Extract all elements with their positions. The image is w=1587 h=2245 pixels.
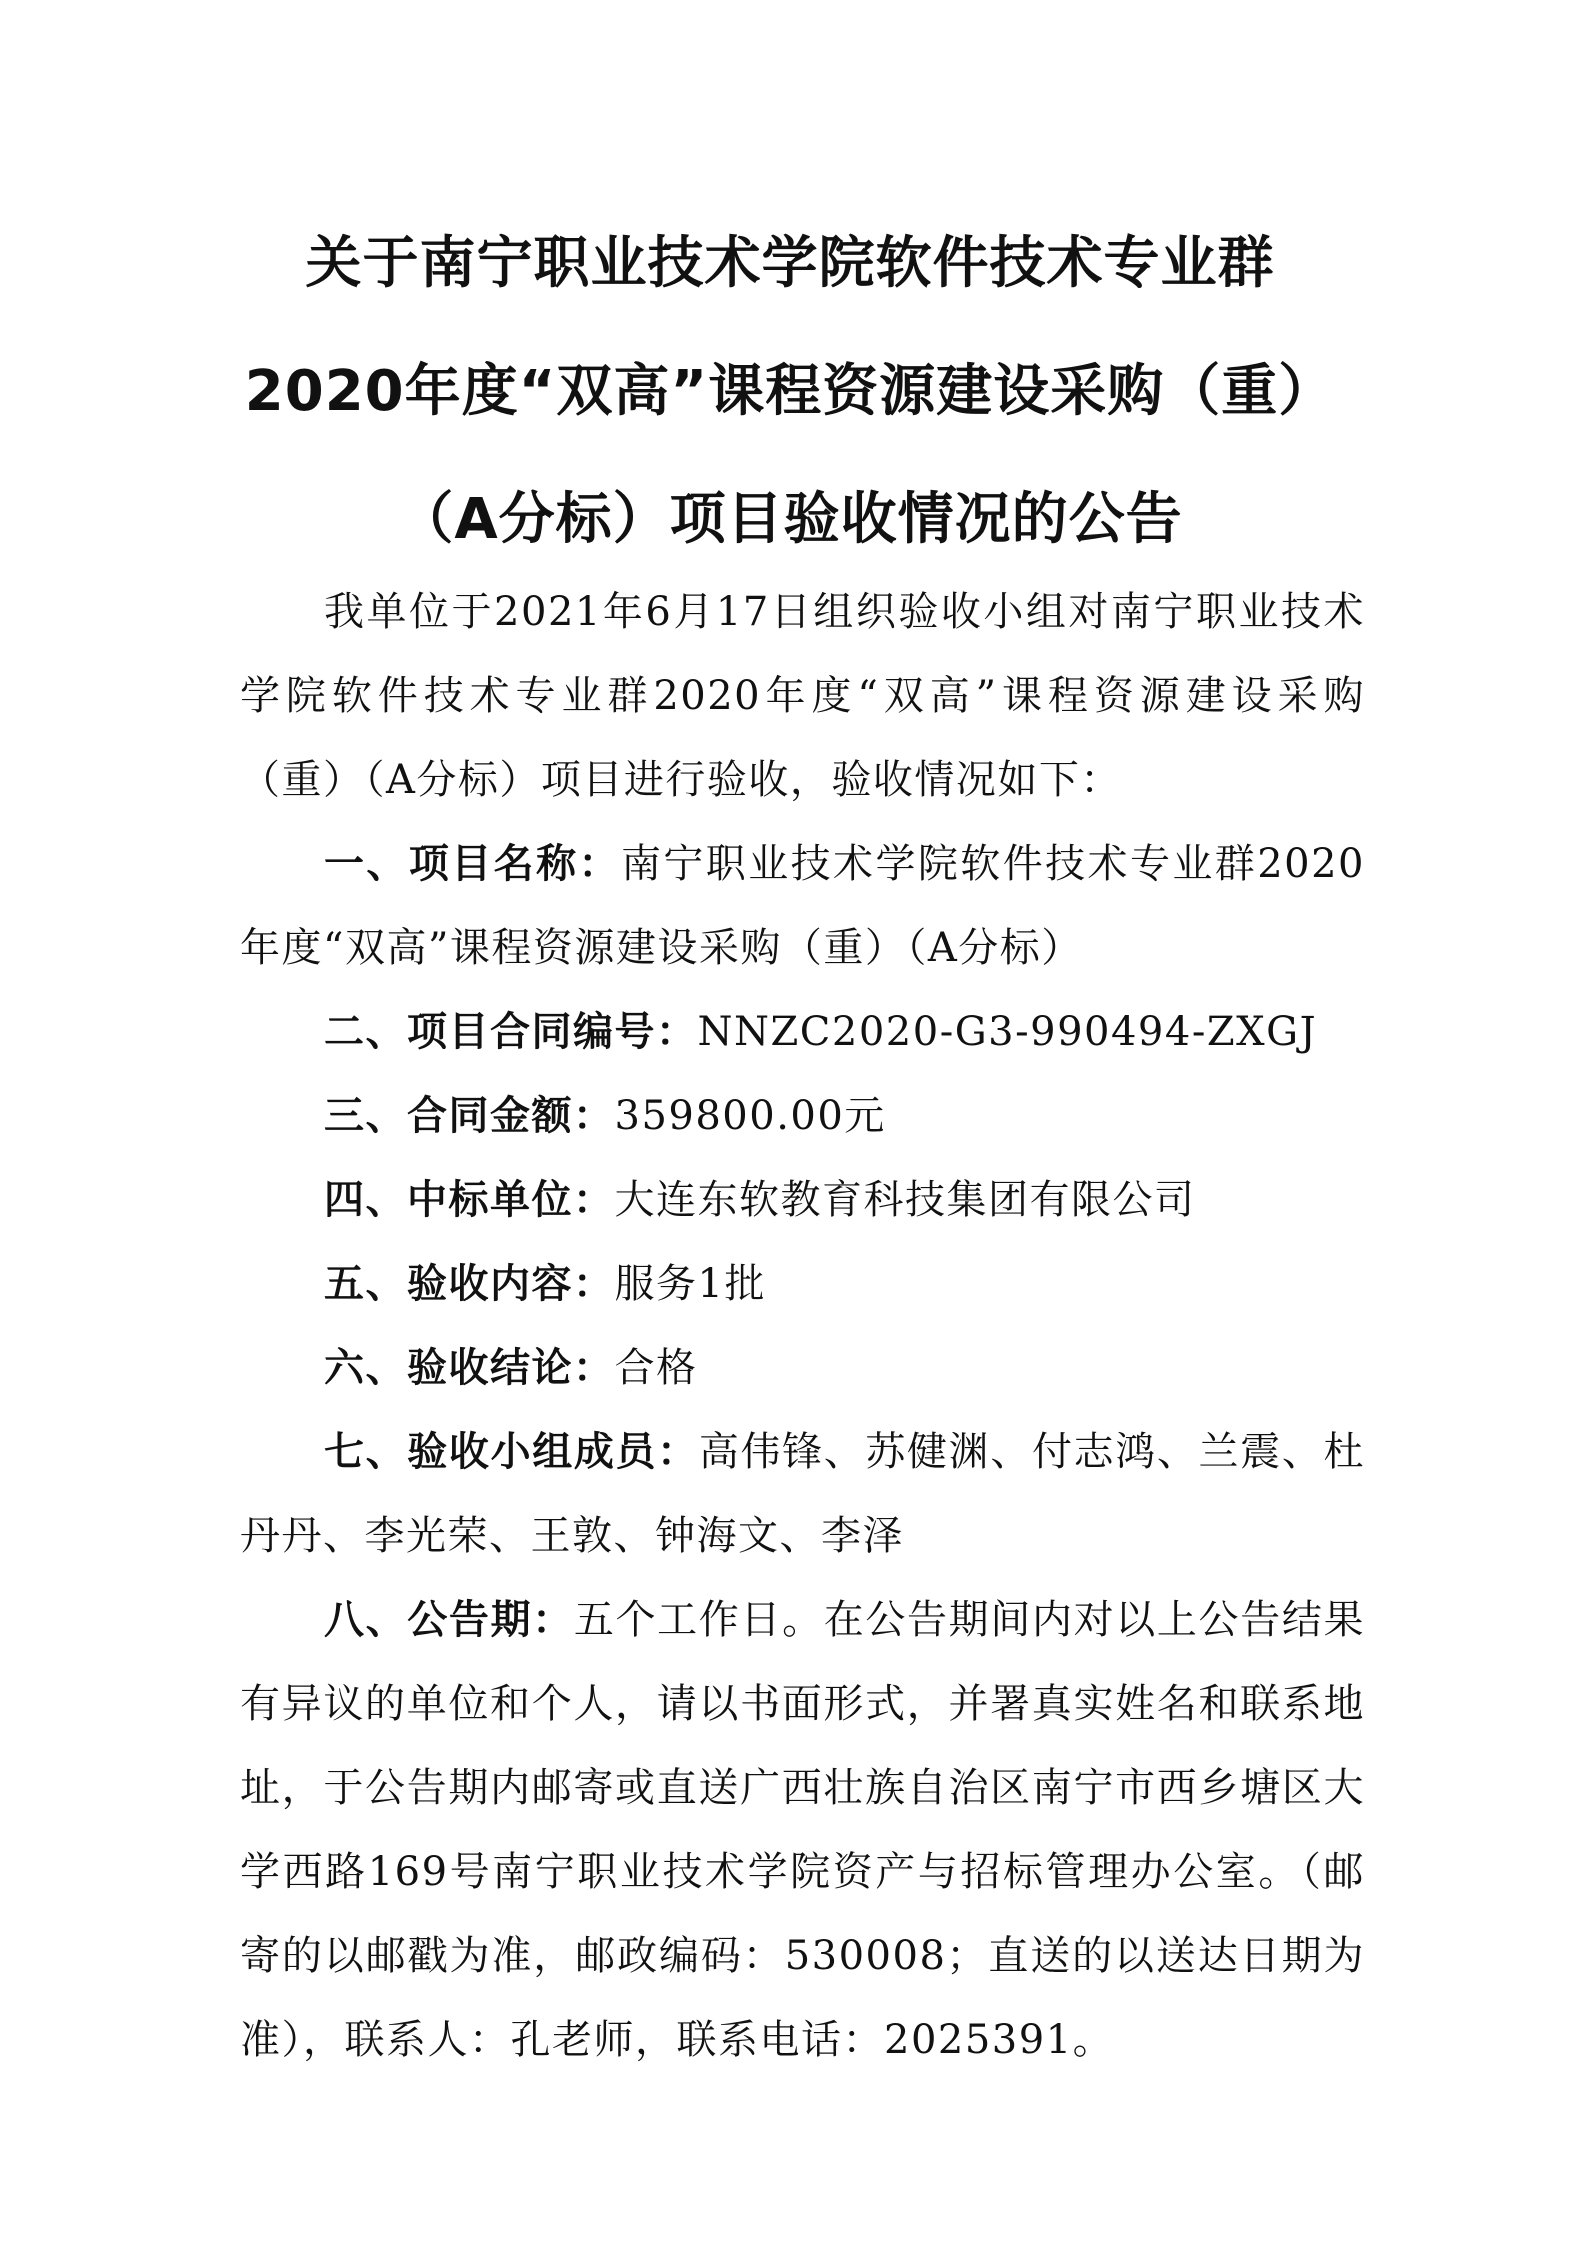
item-contract-amount	[240, 1074, 1365, 1158]
item-value: 合格	[614, 1345, 698, 1391]
title-line-2: 2020年度“双高”课程资源建设采购（重）	[244, 359, 1336, 424]
item-contract-number	[240, 990, 1365, 1074]
item-project-name	[240, 822, 1365, 990]
intro-paragraph: 我单位于2021年6月17日组织验收小组对南宁职业技术学院软件技术专业群2020年度“双高”课程资源建设采购（重）（A分标）项目进行验收，验收情况如下：	[240, 589, 1365, 803]
document-body	[240, 570, 1365, 2082]
item-label: 二、项目合同编号：	[324, 1009, 698, 1055]
title-line-3: （A分标）项目验收情况的公告	[397, 487, 1183, 552]
item-label: 一、项目名称：	[324, 841, 621, 887]
item-label: 五、验收内容：	[324, 1261, 615, 1307]
item-label: 七、验收小组成员：	[324, 1429, 699, 1475]
item-value: 高伟锋、苏健渊、付志鸿、兰震、杜丹丹、李光荣、王敦、钟海文、李泽	[240, 1429, 1365, 1559]
item-label: 六、验收结论：	[324, 1345, 615, 1391]
item-label: 四、中标单位：	[324, 1177, 615, 1223]
item-value: NNZC2020-G3-990494-ZXGJ	[697, 1009, 1318, 1055]
item-value: 大连东软教育科技集团有限公司	[614, 1177, 1196, 1223]
item-value: 五个工作日。在公告期间内对以上公告结果有异议的单位和个人，请以书面形式，并署真实姓名和联系地址，于公告期内邮寄或直送广西壮族自治区南宁市西乡塘区大学西路169号南宁职业技术学院资产与招标管理办公室。（邮寄的以邮戳为准，邮政编码：530008；直送的以送达日期为准），联系人：孔老师，联系电话：2025391。	[240, 1597, 1365, 2063]
document-title	[190, 200, 1390, 584]
item-acceptance-conclusion	[240, 1326, 1365, 1410]
item-label: 八、公告期：	[324, 1597, 574, 1643]
item-winning-bidder	[240, 1158, 1365, 1242]
item-acceptance-content	[240, 1242, 1365, 1326]
item-committee-members	[240, 1410, 1365, 1578]
item-value: 南宁职业技术学院软件技术专业群2020年度“双高”课程资源建设采购（重）（A分标）	[240, 841, 1366, 971]
item-label: 三、合同金额：	[324, 1093, 615, 1139]
title-line-1: 关于南宁职业技术学院软件技术专业群	[305, 231, 1275, 296]
item-value: 359800.00元	[614, 1093, 886, 1139]
item-announcement-period	[240, 1578, 1365, 2082]
item-value: 服务1批	[614, 1261, 766, 1307]
